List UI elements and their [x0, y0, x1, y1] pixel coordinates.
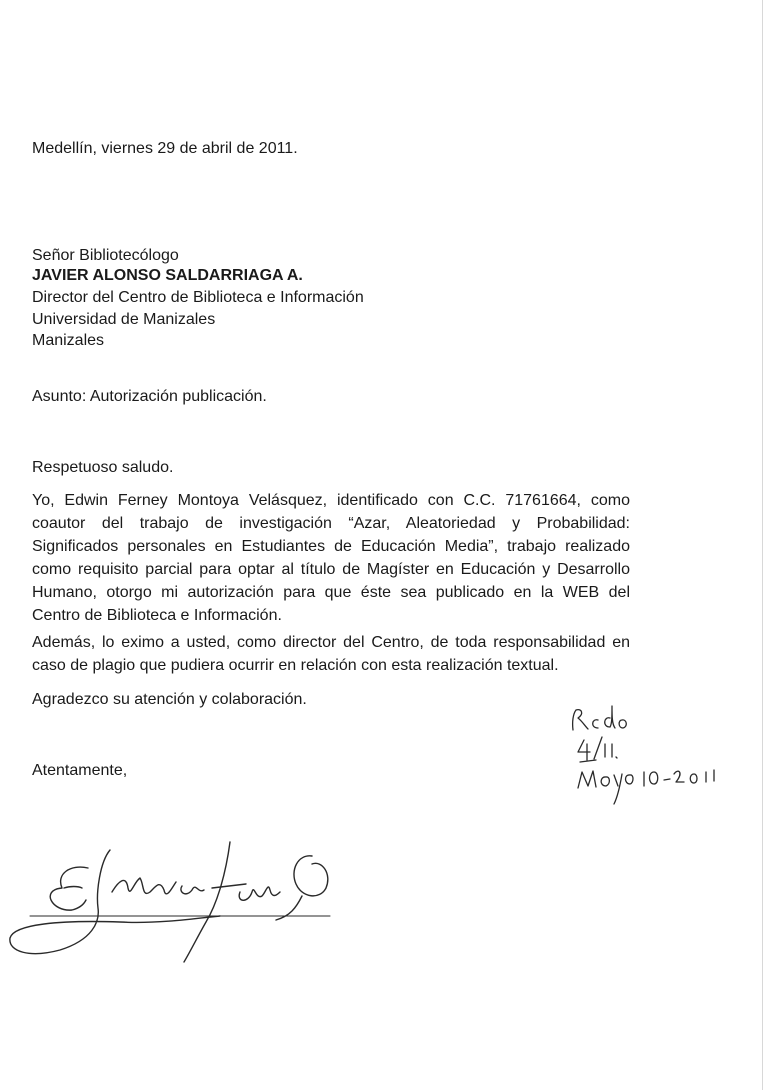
- page-edge: [762, 0, 763, 1090]
- paragraph-1-line: Significados personales en Estudiantes de Educación Media”, trabajo realizado: [32, 538, 630, 555]
- paragraph-1-line: coautor del trabajo de investigación “Azar, Aleatoriedad y Probabilidad:: [32, 515, 630, 532]
- recipient-name: JAVIER ALONSO SALDARRIAGA A.: [32, 267, 303, 284]
- body-paragraph-1: [32, 489, 630, 627]
- date-line: Medellín, viernes 29 de abril de 2011.: [32, 140, 298, 157]
- paragraph-2-line: caso de plagio que pudiera ocurrir en relación con esta realización textual.: [32, 657, 559, 674]
- recipient-city: Manizales: [32, 332, 105, 349]
- recipient-institution: Universidad de Manizales: [32, 311, 216, 328]
- recipient-position: Director del Centro de Biblioteca e Información: [32, 289, 364, 306]
- paragraph-2-line: Además, lo eximo a usted, como director del Centro, de toda responsabilidad en: [32, 634, 630, 651]
- paragraph-1-line: Yo, Edwin Ferney Montoya Velásquez, identificado con C.C. 71761664, como: [32, 492, 630, 509]
- signature-drawing: [0, 812, 345, 972]
- subject-line: Asunto: Autorización publicación.: [32, 388, 267, 405]
- thanks-line: Agradezco su atención y colaboración.: [32, 691, 307, 708]
- paragraph-1-line: como requisito parcial para optar al título de Magíster en Educación y Desarrollo: [32, 561, 630, 578]
- salutation: Respetuoso saludo.: [32, 459, 174, 476]
- body-paragraph-2: [32, 631, 630, 677]
- handwritten-received-note: [560, 702, 740, 812]
- closing-line: Atentamente,: [32, 762, 128, 779]
- recipient-title: Señor Bibliotecólogo: [32, 247, 179, 264]
- paragraph-1-line: Humano, otorgo mi autorización para que éste sea publicado en la WEB del: [32, 584, 630, 601]
- received-note-drawing: [560, 702, 740, 812]
- paragraph-1-line: Centro de Biblioteca e Información.: [32, 607, 282, 624]
- signature: [0, 812, 345, 972]
